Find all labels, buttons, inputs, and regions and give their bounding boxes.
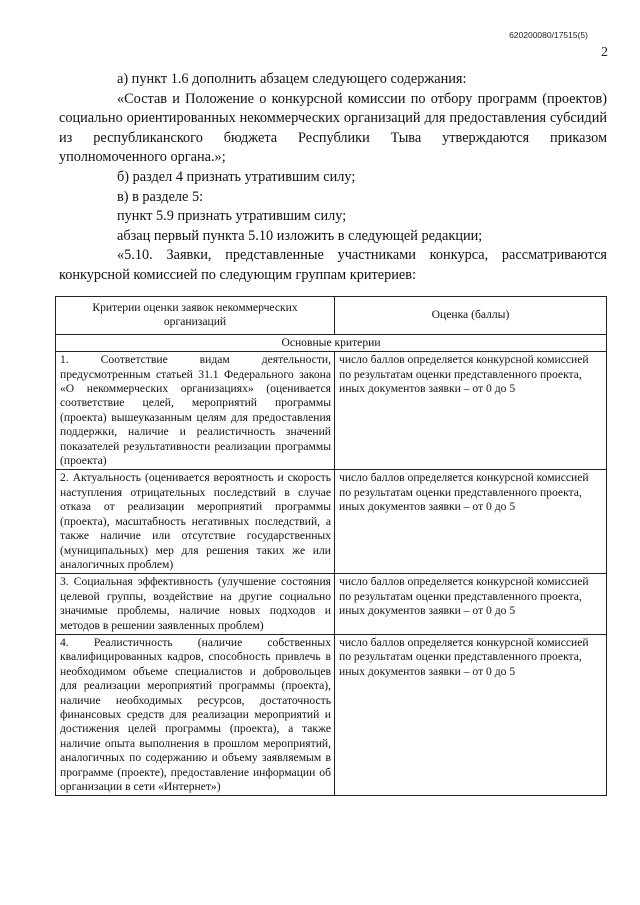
criterion-cell: 4. Реалистичность (наличие собственных квалифицированных кадров, способность привлечь в необходимом объеме специалистов и добровольцев для реализации мероприятий программы (проекта), наличие необходимых ресурсов, достаточность финансовых средств для реализации мероприятий и достижения целей программы (проекта), а также наличие опыта выполнения в прошлом мероприятий, аналогичных по содержанию и объему заявляемым в программе (проекте), предоставление информации об организации в сети «Интернет») xyxy=(56,634,335,795)
table-row xyxy=(56,574,607,635)
paragraph: в) в разделе 5: xyxy=(117,188,204,205)
paragraph: «5.10. Заявки, представленные участниками конкурса, рассматриваются конкурсной комиссией по следующим группам критериев: xyxy=(59,247,607,283)
page-number: 2 xyxy=(601,45,608,60)
score-cell: число баллов определяется конкурсной комиссией по результатам оценки представленного проекта, иных документов заявки – от 0 до 5 xyxy=(335,634,607,795)
criterion-cell: 2. Актуальность (оценивается вероятность и скорость наступления отрицательных последствий в случае отказа от реализации мероприятий программы (проекта), масштабность негативных последствий, а также наличие или отсутствие государственных (муниципальных) мер для решения таких же или аналогичных проблем) xyxy=(56,470,335,574)
score-cell: число баллов определяется конкурсной комиссией по результатам оценки представленного проекта, иных документов заявки – от 0 до 5 xyxy=(335,574,607,635)
criteria-table xyxy=(55,296,607,796)
paragraph: б) раздел 4 признать утратившим силу; xyxy=(117,168,356,185)
section-title: Основные критерии xyxy=(56,334,607,351)
table-header-row xyxy=(56,297,607,335)
paragraph: «Состав и Положение о конкурсной комиссии по отбору программ (проектов) социально ориентированных некоммерческих организаций для предоставления субсидий из республиканского бюджета Республики Тыва утверждаются приказом уполномоченного органа.»; xyxy=(59,90,607,166)
score-cell: число баллов определяется конкурсной комиссией по результатам оценки представленного проекта, иных документов заявки – от 0 до 5 xyxy=(335,470,607,574)
paragraph: пункт 5.9 признать утратившим силу; xyxy=(117,208,347,225)
paragraph: а) пункт 1.6 дополнить абзацем следующего содержания: xyxy=(117,71,467,87)
table-row xyxy=(56,352,607,470)
criterion-cell: 1. Соответствие видам деятельности, предусмотренным статьей 31.1 Федерального закона «О некоммерческих организациях» (оценивается соответствие целей, мероприятий программы (проекта) вышеуказанным целям для предоставления поддержки, наличие и реалистичность значений показателей результативности реализации программы (проекта) xyxy=(56,352,335,470)
score-cell: число баллов определяется конкурсной комиссией по результатам оценки представленного проекта, иных документов заявки – от 0 до 5 xyxy=(335,352,607,470)
table-row xyxy=(56,634,607,795)
column-header-score: Оценка (баллы) xyxy=(335,297,607,335)
table-row xyxy=(56,470,607,574)
column-header-criteria: Критерии оценки заявок некоммерческих организаций xyxy=(56,297,335,335)
document-code: 620200080/17515(5) xyxy=(509,30,588,40)
body-text xyxy=(59,70,607,286)
paragraph: абзац первый пункта 5.10 изложить в следующей редакции; xyxy=(117,227,483,244)
criterion-cell: 3. Социальная эффективность (улучшение состояния целевой группы, воздействие на другие социально значимые проблемы, наличие новых подходов и методов в решении заявленных проблем) xyxy=(56,574,335,635)
section-row xyxy=(56,334,607,351)
